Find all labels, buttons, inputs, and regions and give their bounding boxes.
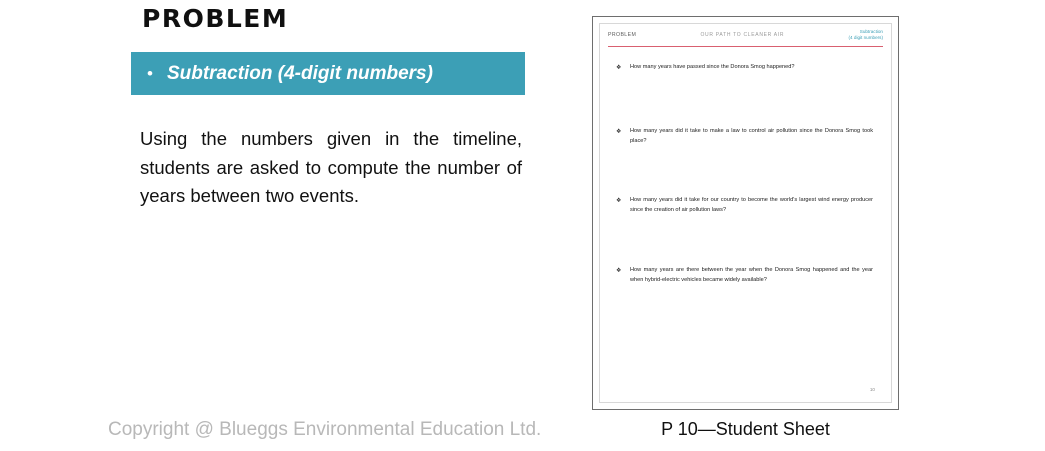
sheet-header-topic: Subtraction [859,28,883,34]
student-sheet-thumbnail [592,16,899,410]
sheet-header [608,24,883,47]
page-title: PROBLEM [142,4,289,33]
list-item [616,63,873,73]
sheet-header-center-label: OUR PATH TO CLEANER AIR [700,32,785,38]
student-sheet-page [599,23,892,403]
list-item [616,266,873,286]
copyright-notice: Copyright @ Blueggs Environmental Education Ltd. [108,419,542,440]
question-text: How many years did it take to make a law to control air pollution since the Donora Smog took place? [630,127,873,144]
bullet-marker-icon: • [147,64,153,83]
list-item [616,196,873,216]
sheet-header-subtopic: (4 digit numbers) [848,35,883,40]
diamond-bullet-icon: ❖ [616,198,622,205]
sheet-header-left-label: PROBLEM [608,32,637,38]
diamond-bullet-icon: ❖ [616,128,622,135]
bullet-label: Subtraction (4-digit numbers) [166,62,433,84]
sheet-page-number: 10 [869,387,875,392]
question-text: How many years did it take for our country to become the world's largest wind energy producer since the creation of air pollution laws? [630,197,873,214]
diamond-bullet-icon: ❖ [616,267,622,274]
sheet-caption: P 10—Student Sheet [661,419,830,439]
diamond-bullet-icon: ❖ [616,65,622,71]
bullet-banner [131,52,525,95]
question-text: How many years are there between the year when the Donora Smog happened and the year when hybrid-electric vehicles became widely available? [630,266,873,283]
question-text: How many years have passed since the Donora Smog happened? [630,64,795,70]
sheet-header-right-label [849,29,883,41]
body-paragraph: Using the numbers given in the timeline, students are asked to compute the number of years between two events. [140,128,522,207]
question-list [600,63,891,285]
list-item [616,127,873,147]
